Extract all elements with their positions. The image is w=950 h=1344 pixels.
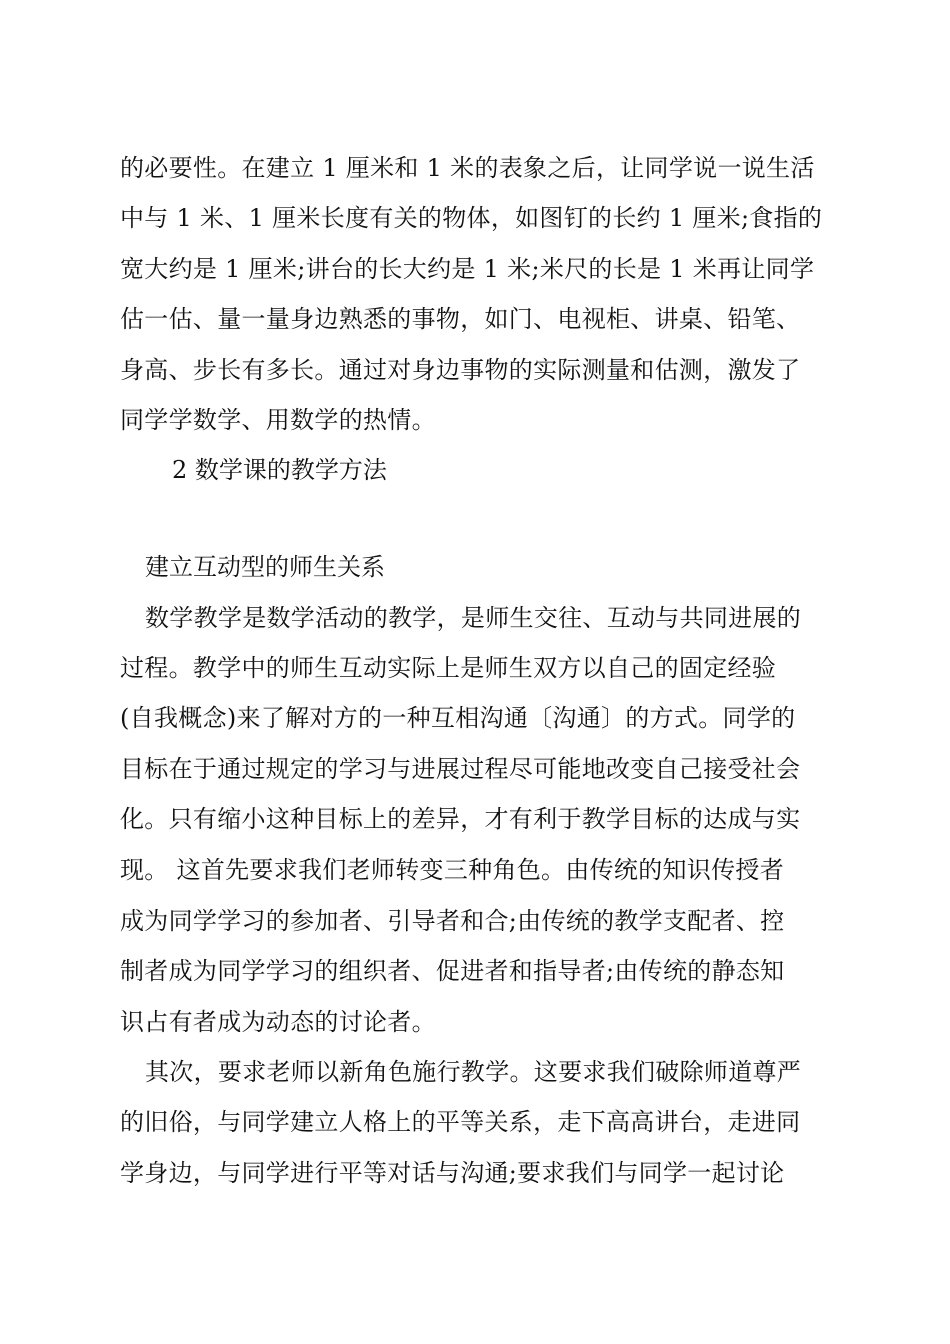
paragraph-line: 目标在于通过规定的学习与进展过程尽可能地改变自己接受社会 [120,755,801,783]
paragraph-line: 宽大约是 1 厘米;讲台的长大约是 1 米;米尺的长是 1 米再让同学 [120,255,815,283]
paragraph-line: 估一估、量一量身边熟悉的事物，如门、电视柜、讲桌、铅笔、 [120,305,801,333]
paragraph-line: 数学教学是数学活动的教学，是师生交往、互动与共同进展的 [145,604,802,632]
paragraph-line: 过程。教学中的师生互动实际上是师生双方以自己的固定经验 [120,654,777,682]
paragraph-line: 识占有者成为动态的讨论者。 [120,1008,436,1036]
paragraph-line: 同学学数学、用数学的热情。 [120,406,436,434]
paragraph-line: 制者成为同学学习的组织者、促进者和指导者;由传统的静态知 [120,957,785,985]
paragraph-line: 化。只有缩小这种目标上的差异，才有利于教学目标的达成与实 [120,805,801,833]
paragraph-line: 其次，要求老师以新角色施行教学。这要求我们破除师道尊严 [145,1058,802,1086]
paragraph-line: 身高、步长有多长。通过对身边事物的实际测量和估测，激发了 [120,356,801,384]
paragraph-line: 的必要性。在建立 1 厘米和 1 米的表象之后，让同学说一说生活 [120,154,815,182]
subsection-heading: 建立互动型的师生关系 [145,553,385,581]
section-heading: 2 数学课的教学方法 [172,456,387,484]
paragraph-line: 现。 这首先要求我们老师转变三种角色。由传统的知识传授者 [120,856,785,884]
paragraph-line: 的旧俗，与同学建立人格上的平等关系，走下高高讲台，走进同 [120,1108,801,1136]
paragraph-line: 中与 1 米、1 厘米长度有关的物体，如图钉的长约 1 厘米;食指的 [120,204,823,232]
paragraph-line: 成为同学学习的参加者、引导者和合;由传统的教学支配者、控 [120,907,785,935]
paragraph-line: (自我概念)来了解对方的一种互相沟通〔沟通〕的方式。同学的 [120,704,796,732]
paragraph-line: 学身边，与同学进行平等对话与沟通;要求我们与同学一起讨论 [120,1159,785,1187]
